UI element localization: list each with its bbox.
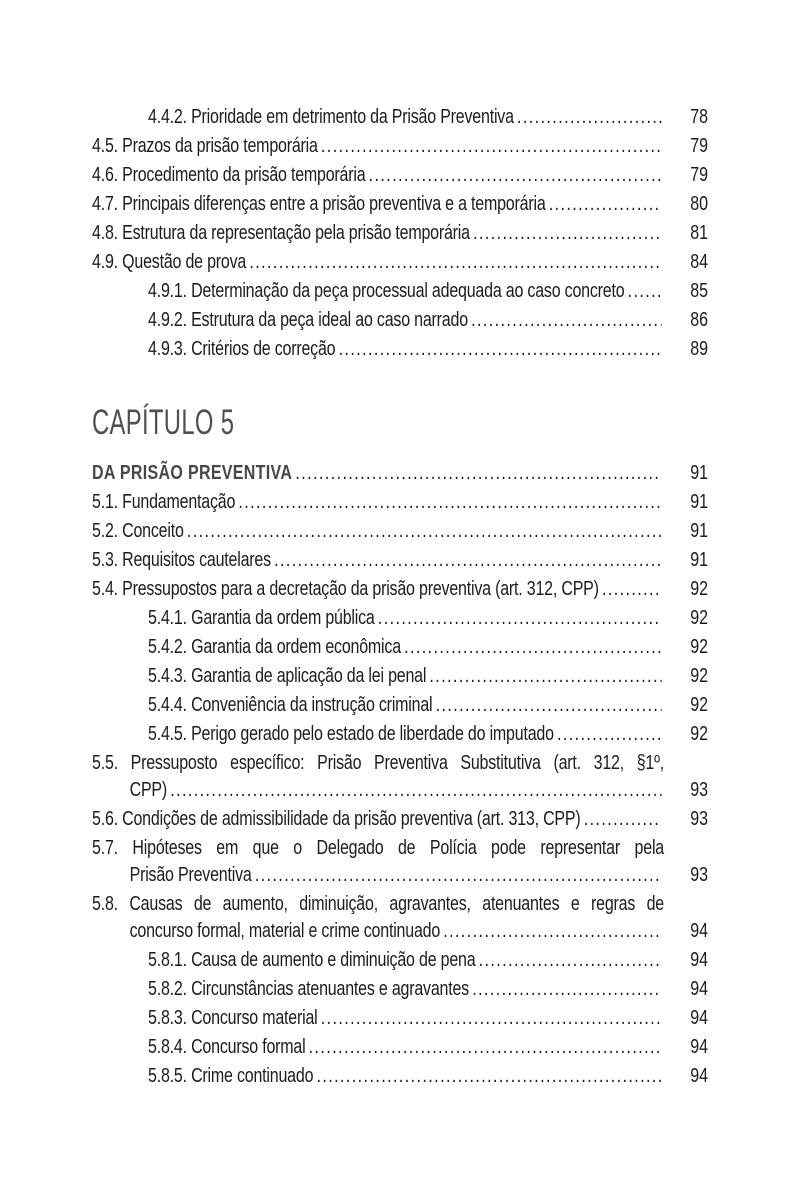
toc-entry-label: 5.4.1. Garantia da ordem pública xyxy=(148,607,375,629)
toc-entry-page-number: 92 xyxy=(690,607,708,629)
toc-entry-page-number: 93 xyxy=(690,808,708,830)
toc-entry xyxy=(92,104,708,131)
dot-leader xyxy=(624,278,661,305)
dot-leader xyxy=(167,777,662,804)
toc-entry-continuation xyxy=(92,918,708,945)
toc-entry-continuation xyxy=(92,862,708,889)
toc-entry xyxy=(92,750,708,804)
dot-leader xyxy=(271,547,662,574)
toc-entry-label: 5.4. Pressupostos para a decretação da prisão preventiva (art. 312, CPP) xyxy=(92,578,599,600)
toc-entry xyxy=(92,133,708,160)
toc-entry-page-number: 89 xyxy=(690,338,708,360)
toc-entry-label: 5.4.5. Perigo gerado pelo estado de liberdade do imputado xyxy=(148,723,554,745)
toc-entry-page-number: 92 xyxy=(690,694,708,716)
toc-section xyxy=(92,104,708,363)
toc-entry-page-number: 92 xyxy=(690,578,708,600)
toc-entry-page-number: 92 xyxy=(690,665,708,687)
toc-entry-label: 4.6. Procedimento da prisão temporária xyxy=(92,164,366,186)
toc-entry-page-number: 79 xyxy=(690,135,708,157)
toc-entry xyxy=(92,307,708,334)
toc-entry-label: 5.2. Conceito xyxy=(92,520,184,542)
dot-leader xyxy=(235,489,661,516)
toc-entry xyxy=(92,547,708,574)
toc-entry-label: 4.7. Principais diferenças entre a prisão preventiva e a temporária xyxy=(92,193,546,215)
toc-entry xyxy=(92,721,708,748)
dot-leader xyxy=(546,191,662,218)
toc-entry xyxy=(92,806,708,833)
toc-entry-page-number: 91 xyxy=(690,462,708,484)
toc-entry xyxy=(92,576,708,603)
toc-entry xyxy=(92,663,708,690)
toc-entry-page-number: 94 xyxy=(690,978,708,1000)
toc-entry-page-number: 81 xyxy=(690,222,708,244)
toc-entry xyxy=(92,518,708,545)
toc-entry-label-line1: 5.7. Hipóteses em que o Delegado de Polícia pode representar pela xyxy=(92,837,664,859)
toc-entry xyxy=(92,220,708,247)
toc-entry-label: 4.9.2. Estrutura da peça ideal ao caso narrado xyxy=(148,309,468,331)
toc-entry-label: 5.8.5. Crime continuado xyxy=(148,1065,314,1087)
toc-entry xyxy=(92,605,708,632)
toc-entry-page-number: 92 xyxy=(690,723,708,745)
toc-entry-label: 5.4.4. Conveniência da instrução criminal xyxy=(148,694,433,716)
toc-entry-label: 4.5. Prazos da prisão temporária xyxy=(92,135,318,157)
dot-leader xyxy=(401,634,662,661)
dot-leader xyxy=(292,460,661,487)
toc-entry xyxy=(92,249,708,276)
toc-entry-page-number: 86 xyxy=(690,309,708,331)
toc-entry-label: 5.8.3. Concurso material xyxy=(148,1007,318,1029)
dot-leader xyxy=(440,918,662,945)
dot-leader xyxy=(470,220,662,247)
toc-entry xyxy=(92,336,708,363)
dot-leader xyxy=(252,862,662,889)
dot-leader xyxy=(514,104,662,131)
toc-entry-label: 5.6. Condições de admissibilidade da prisão preventiva (art. 313, CPP) xyxy=(92,808,581,830)
toc-entry-page-number: 94 xyxy=(690,1036,708,1058)
toc-entry xyxy=(92,1063,708,1090)
toc-entry xyxy=(92,976,708,1003)
dot-leader xyxy=(313,1063,661,1090)
toc-entry-label: 5.1. Fundamentação xyxy=(92,491,236,513)
toc-entry-label: 4.9.1. Determinação da peça processual adequada ao caso concreto xyxy=(148,280,625,302)
toc-entry xyxy=(92,191,708,218)
dot-leader xyxy=(475,947,661,974)
toc-entry-page-number: 91 xyxy=(690,491,708,513)
toc-entry-label-line2: concurso formal, material e crime continuado xyxy=(129,920,441,942)
toc-entry-page-number: 94 xyxy=(690,1007,708,1029)
dot-leader xyxy=(335,336,661,363)
chapter-heading xyxy=(92,401,708,445)
toc-entry-page-number: 84 xyxy=(690,251,708,273)
toc-entry-page-number: 85 xyxy=(690,280,708,302)
dot-leader xyxy=(581,806,662,833)
dot-leader xyxy=(468,307,662,334)
chapter-heading-text: CAPÍTULO 5 xyxy=(92,403,235,442)
toc-entry-label: DA PRISÃO PREVENTIVA xyxy=(92,462,293,484)
toc-entry-page-number: 93 xyxy=(690,864,708,886)
dot-leader xyxy=(554,721,662,748)
dot-leader xyxy=(426,663,661,690)
toc-entry-page-number: 92 xyxy=(690,636,708,658)
dot-leader xyxy=(599,576,662,603)
toc-entry-page-number: 93 xyxy=(690,779,708,801)
toc-entry-label-line1: 5.8. Causas de aumento, diminuição, agravantes, atenuantes e regras de xyxy=(92,893,664,915)
toc-entry xyxy=(92,489,708,516)
dot-leader xyxy=(318,1005,662,1032)
toc-entry-label: 4.9.3. Critérios de correção xyxy=(148,338,336,360)
toc-entry-label-line2: CPP) xyxy=(129,779,168,801)
toc-entry-label: 5.3. Requisitos cautelares xyxy=(92,549,271,571)
toc-entry-label: 4.9. Questão de prova xyxy=(92,251,247,273)
toc-entry-label: 5.4.2. Garantia da ordem econômica xyxy=(148,636,401,658)
toc-entry-page-number: 91 xyxy=(690,549,708,571)
toc-entry-continuation xyxy=(92,777,708,804)
dot-leader xyxy=(365,162,661,189)
dot-leader xyxy=(246,249,661,276)
toc-entry-page-number: 91 xyxy=(690,520,708,542)
toc-entry xyxy=(92,1034,708,1061)
toc-entry xyxy=(92,947,708,974)
toc-entry-label: 5.8.4. Concurso formal xyxy=(148,1036,306,1058)
toc-entry xyxy=(92,634,708,661)
toc-entry xyxy=(92,692,708,719)
toc-entry-page-number: 94 xyxy=(690,949,708,971)
dot-leader xyxy=(375,605,662,632)
toc xyxy=(92,104,708,1092)
toc-entry-page-number: 94 xyxy=(690,1065,708,1087)
toc-entry-page-number: 78 xyxy=(690,106,708,128)
toc-entry-label: 5.8.1. Causa de aumento e diminuição de pena xyxy=(148,949,476,971)
dot-leader xyxy=(318,133,662,160)
toc-entry-label-line1: 5.5. Pressuposto específico: Prisão Preventiva Substitutiva (art. 312, §1º, xyxy=(92,752,664,774)
toc-entry-label: 4.8. Estrutura da representação pela prisão temporária xyxy=(92,222,470,244)
toc-entry-label-line2: Prisão Preventiva xyxy=(129,864,252,886)
dot-leader xyxy=(305,1034,661,1061)
toc-entry-page-number: 79 xyxy=(690,164,708,186)
toc-section xyxy=(92,401,708,1090)
toc-entry-label: 4.4.2. Prioridade em detrimento da Prisão Preventiva xyxy=(148,106,514,128)
toc-entry-page-number: 80 xyxy=(690,193,708,215)
toc-entry xyxy=(92,278,708,305)
toc-entry xyxy=(92,460,708,487)
toc-entry-page-number: 94 xyxy=(690,920,708,942)
dot-leader xyxy=(469,976,662,1003)
toc-entry xyxy=(92,891,708,945)
toc-entry-label: 5.8.2. Circunstâncias atenuantes e agravantes xyxy=(148,978,469,1000)
toc-entry xyxy=(92,1005,708,1032)
dot-leader xyxy=(184,518,662,545)
dot-leader xyxy=(432,692,661,719)
toc-entry-label: 5.4.3. Garantia de aplicação da lei penal xyxy=(148,665,427,687)
toc-entry xyxy=(92,835,708,889)
toc-entry xyxy=(92,162,708,189)
